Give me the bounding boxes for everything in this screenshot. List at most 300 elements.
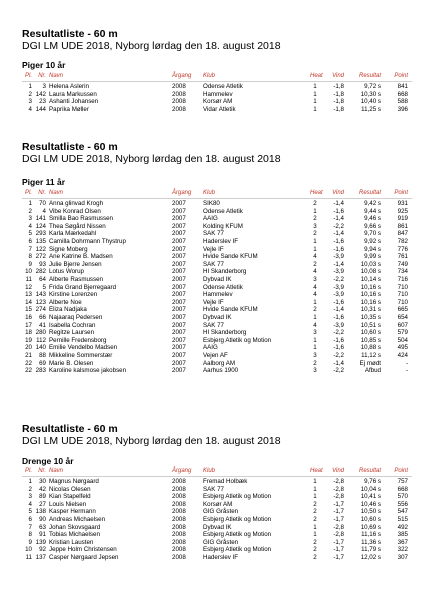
cell-wind: -1,7 — [333, 516, 344, 523]
cell-year: 2007 — [172, 352, 186, 359]
cell-heat: 2 — [313, 230, 317, 238]
section-subtitle: DGI LM UDE 2018, Nyborg lørdag den 18. august 2018 — [22, 435, 281, 447]
cell-number: 69 — [39, 359, 46, 367]
cell-result: 10,08 s — [360, 268, 381, 276]
cell-year: 2008 — [172, 105, 186, 113]
col-pl: Pl. — [24, 468, 32, 474]
col-resultat: Resultat — [358, 73, 381, 79]
cell-number: 144 — [35, 105, 46, 113]
cell-year: 2007 — [172, 245, 186, 253]
cell-club: Korsør AM — [203, 98, 233, 106]
cell-name: Anna glinvad Krogh — [49, 200, 104, 207]
cell-heat: 2 — [313, 554, 317, 561]
cell-points: 710 — [397, 283, 408, 291]
cell-club: Aalborg AM — [203, 359, 235, 367]
table-row — [22, 531, 412, 539]
cell-name: Andreas Michaelsen — [49, 516, 106, 523]
cell-number: 122 — [35, 245, 46, 253]
cell-club: Odense Atletik — [203, 207, 243, 215]
cell-year: 2008 — [172, 516, 186, 523]
cell-club: AAIG — [203, 215, 218, 223]
cell-placement: 13 — [25, 291, 32, 299]
column-header-row — [22, 190, 412, 198]
cell-result: 10,60 s — [360, 516, 381, 523]
cell-number: 282 — [35, 268, 46, 276]
cell-placement: 10 — [25, 268, 32, 276]
cell-points: - — [405, 367, 408, 375]
cell-wind: -1,4 — [333, 230, 344, 238]
cell-name: Marie B. Olesen — [49, 359, 94, 367]
cell-placement: 2 — [28, 90, 32, 98]
cell-year: 2007 — [172, 306, 186, 314]
cell-points: 757 — [397, 478, 408, 485]
cell-wind: -2,8 — [333, 493, 344, 501]
table-row — [22, 524, 412, 532]
col-point: Point — [394, 190, 408, 196]
cell-name: Alberte Rasmussen — [49, 276, 103, 283]
cell-year: 2008 — [172, 98, 186, 106]
cell-name: Karoline kalsmose jakobsen — [49, 367, 127, 375]
cell-club: SAK 77 — [203, 485, 224, 493]
cell-heat: 3 — [313, 329, 317, 337]
cell-club: Korsør AM — [203, 500, 233, 508]
cell-result: 10,16 s — [360, 283, 381, 291]
table-row — [22, 539, 412, 547]
cell-heat: 1 — [313, 478, 317, 485]
table-row — [22, 501, 412, 509]
cell-points: 919 — [397, 215, 408, 223]
cell-name: Johan Skovsgaard — [49, 523, 101, 531]
cell-result: Ej mødt — [359, 359, 381, 367]
table-row — [22, 83, 412, 91]
table-row — [22, 253, 412, 261]
cell-number: 89 — [39, 493, 46, 501]
column-header-row — [22, 73, 412, 81]
cell-wind: -1,8 — [333, 90, 344, 98]
cell-wind: -1,6 — [333, 314, 344, 321]
cell-number: 140 — [35, 344, 46, 352]
cell-result: 9,70 s — [364, 230, 381, 238]
cell-result: 10,41 s — [360, 493, 381, 501]
cell-placement: 15 — [25, 306, 32, 314]
cell-year: 2007 — [172, 367, 186, 375]
cell-name: Thea Søgård Nissen — [49, 222, 106, 230]
cell-year: 2008 — [172, 90, 186, 98]
col-nr: Nr. — [38, 468, 46, 474]
cell-year: 2008 — [172, 523, 186, 531]
cell-club: AAIG — [203, 344, 218, 352]
table-row — [22, 360, 412, 368]
cell-number: 92 — [39, 546, 46, 554]
cell-year: 2008 — [172, 546, 186, 554]
cell-year: 2007 — [172, 215, 186, 223]
cell-number: 90 — [39, 516, 46, 523]
cell-result: 10,51 s — [360, 321, 381, 329]
table-row — [22, 299, 412, 307]
cell-placement: 17 — [25, 321, 32, 329]
table-row — [22, 223, 412, 231]
cell-club: SAK 77 — [203, 321, 224, 329]
cell-year: 2007 — [172, 359, 186, 367]
cell-wind: -1,7 — [333, 500, 344, 508]
cell-year: 2008 — [172, 554, 186, 561]
cell-wind: -1,4 — [333, 200, 344, 207]
cell-points: 668 — [397, 485, 408, 493]
cell-club: Haderslev IF — [203, 238, 239, 245]
cell-points: 307 — [397, 554, 408, 561]
cell-placement: 1 — [28, 478, 32, 485]
cell-heat: 1 — [313, 493, 317, 501]
table-row — [22, 246, 412, 254]
cell-club: Esbjerg Atletik og Motion — [203, 493, 272, 501]
cell-name: Nicolas Olesen — [49, 485, 91, 493]
cell-club: Esbjerg Atletik og Motion — [203, 516, 272, 523]
table-row — [22, 344, 412, 352]
cell-wind: -1,4 — [333, 215, 344, 223]
cell-wind: -2,8 — [333, 531, 344, 539]
cell-club: Vejle IF — [203, 298, 224, 306]
cell-name: Pernille Fredensborg — [49, 336, 107, 344]
cell-points: 749 — [397, 260, 408, 268]
col-klub: Klub — [203, 190, 216, 196]
cell-result: 10,16 s — [360, 298, 381, 306]
table-row — [22, 554, 412, 562]
cell-heat: 2 — [313, 200, 317, 207]
cell-club: SIK80 — [203, 200, 220, 207]
table-row — [22, 314, 412, 322]
cell-points: 588 — [397, 98, 408, 106]
cell-placement: 21 — [25, 352, 32, 359]
cell-club: Esbjerg Atletik og Motion — [203, 336, 272, 344]
cell-points: 710 — [397, 291, 408, 299]
cell-placement: 6 — [28, 516, 32, 523]
cell-heat: 2 — [313, 306, 317, 314]
cell-number: 93 — [39, 260, 46, 268]
cell-wind: -1,4 — [333, 260, 344, 268]
cell-number: 41 — [39, 321, 46, 329]
cell-result: 11,36 s — [361, 538, 381, 546]
cell-heat: 4 — [313, 291, 317, 299]
col-argang: Årgang — [172, 73, 192, 79]
cell-year: 2007 — [172, 298, 186, 306]
cell-club: Dybvad IK — [203, 314, 232, 321]
cell-year: 2007 — [172, 238, 186, 245]
cell-heat: 3 — [313, 276, 317, 283]
cell-result: 9,66 s — [364, 222, 381, 230]
cell-wind: -2,2 — [333, 329, 344, 337]
col-navn: Navn — [49, 190, 64, 196]
cell-name: Regitze Laursen — [49, 329, 95, 337]
cell-heat: 2 — [313, 359, 317, 367]
table-row — [22, 478, 412, 486]
cell-number: 112 — [36, 336, 46, 344]
results-section-piger-10 — [22, 28, 412, 113]
cell-number: 64 — [39, 276, 46, 283]
cell-club: Odense Atletik — [203, 283, 243, 291]
cell-wind: -3,9 — [333, 283, 344, 291]
col-nr: Nr. — [38, 190, 46, 196]
col-vind: Vind — [332, 190, 344, 196]
cell-placement: 5 — [28, 508, 32, 516]
cell-club: Hammelev — [203, 90, 233, 98]
col-klub: Klub — [203, 468, 216, 474]
col-point: Point — [394, 468, 408, 474]
cell-name: Julie Bjerre Jensen — [49, 260, 102, 268]
cell-wind: -1,6 — [333, 245, 344, 253]
cell-wind: -1,7 — [333, 546, 344, 554]
cell-result: 10,60 s — [360, 329, 381, 337]
cell-number: 293 — [35, 230, 46, 238]
col-navn: Navn — [49, 73, 64, 79]
cell-placement: 4 — [28, 222, 32, 230]
cell-name: Helena Aslerin — [49, 83, 89, 90]
cell-placement: 20 — [25, 344, 32, 352]
cell-heat: 1 — [313, 98, 317, 106]
cell-result: 9,92 s — [364, 238, 381, 245]
cell-heat: 1 — [313, 336, 317, 344]
cell-placement: 14 — [25, 298, 32, 306]
cell-heat: 1 — [313, 90, 317, 98]
section-title: Resultatliste - 60 m — [22, 28, 118, 40]
cell-number: 138 — [35, 508, 46, 516]
cell-name: Kasper Hermann — [49, 508, 96, 516]
cell-number: 42 — [39, 485, 46, 493]
cell-year: 2008 — [172, 508, 186, 516]
cell-wind: -1,7 — [333, 538, 344, 546]
cell-club: Aarhus 1900 — [203, 367, 239, 375]
section-title: Resultatliste - 60 m — [22, 141, 118, 153]
table-row — [22, 367, 412, 375]
cell-placement: 2 — [28, 485, 32, 493]
table-row — [22, 215, 412, 223]
cell-result: 10,40 s — [360, 98, 381, 106]
table-row — [22, 322, 412, 330]
cell-number: 139 — [35, 538, 46, 546]
cell-points: 515 — [397, 516, 408, 523]
header-divider — [22, 476, 412, 477]
cell-points: 925 — [397, 207, 408, 215]
cell-number: 88 — [39, 352, 46, 359]
cell-year: 2007 — [172, 276, 186, 283]
group-heading: Drenge 10 år — [22, 456, 74, 466]
col-heat: Heat — [310, 468, 323, 474]
cell-placement: 1 — [28, 83, 32, 90]
cell-points: 847 — [397, 230, 408, 238]
col-vind: Vind — [332, 468, 344, 474]
cell-club: HI Skanderborg — [203, 329, 247, 337]
cell-heat: 1 — [313, 207, 317, 215]
cell-number: 91 — [39, 531, 46, 539]
header-divider — [22, 81, 412, 82]
cell-wind: -2,2 — [333, 276, 344, 283]
cell-number: 135 — [35, 238, 46, 245]
cell-points: 931 — [397, 200, 408, 207]
cell-name: Frida Grand Bjerregaard — [49, 283, 117, 291]
cell-wind: -2,8 — [333, 523, 344, 531]
cell-result: 10,88 s — [360, 344, 381, 352]
col-resultat: Resultat — [358, 190, 381, 196]
cell-number: 63 — [39, 523, 46, 531]
cell-club: GIG Gråsten — [203, 508, 239, 516]
cell-result: 9,44 s — [364, 207, 381, 215]
cell-club: GIG Gråsten — [203, 538, 239, 546]
cell-points: 424 — [397, 352, 408, 359]
cell-result: 10,04 s — [360, 485, 381, 493]
cell-placement: 16 — [25, 314, 32, 321]
cell-points: 716 — [397, 276, 408, 283]
table-row — [22, 238, 412, 246]
cell-number: 280 — [35, 329, 46, 337]
cell-club: Fremad Holbæk — [203, 478, 248, 485]
cell-club: Vidar Atletik — [203, 105, 236, 113]
table-row — [22, 200, 412, 208]
cell-wind: -1,6 — [333, 336, 344, 344]
table-row — [22, 516, 412, 524]
cell-club: HI Skanderborg — [203, 268, 247, 276]
cell-result: 9,42 s — [364, 200, 381, 207]
cell-name: Kian Stapelfeld — [49, 493, 91, 501]
table-row — [22, 486, 412, 494]
cell-wind: -2,2 — [333, 222, 344, 230]
cell-name: Paprika Møller — [49, 105, 89, 113]
cell-wind: -1,6 — [333, 344, 344, 352]
col-pl: Pl. — [24, 73, 32, 79]
cell-wind: -2,2 — [333, 352, 344, 359]
cell-placement: 18 — [25, 329, 32, 337]
cell-heat: 4 — [313, 253, 317, 261]
cell-number: 27 — [39, 500, 46, 508]
cell-year: 2007 — [172, 344, 186, 352]
cell-points: 607 — [397, 321, 408, 329]
cell-club: SAK 77 — [203, 260, 224, 268]
cell-year: 2007 — [172, 291, 186, 299]
cell-placement: 7 — [28, 523, 32, 531]
cell-number: 141 — [35, 215, 46, 223]
cell-points: 665 — [397, 306, 408, 314]
col-navn: Navn — [49, 468, 64, 474]
cell-club: Haderslev IF — [203, 554, 239, 561]
results-section-drenge-10 — [22, 423, 412, 561]
cell-wind: -2,8 — [333, 485, 344, 493]
cell-year: 2007 — [172, 314, 186, 321]
cell-placement: 9 — [28, 260, 32, 268]
cell-year: 2007 — [172, 200, 186, 207]
cell-placement: 11 — [25, 276, 32, 283]
cell-year: 2007 — [172, 253, 186, 261]
cell-name: Karla Mærkedahl — [49, 230, 97, 238]
cell-name: Magnus Nørgaard — [49, 478, 99, 485]
cell-placement: 19 — [25, 336, 32, 344]
cell-club: Dybvad IK — [203, 276, 232, 283]
col-resultat: Resultat — [358, 468, 381, 474]
cell-name: Eliza Nadjaka — [49, 306, 87, 314]
cell-wind: -3,9 — [333, 291, 344, 299]
cell-placement: 7 — [28, 245, 32, 253]
cell-heat: 2 — [313, 260, 317, 268]
cell-wind: -1,6 — [333, 207, 344, 215]
col-nr: Nr. — [38, 73, 46, 79]
cell-name: Louis Nielsen — [49, 500, 87, 508]
cell-year: 2008 — [172, 538, 186, 546]
cell-heat: 3 — [313, 367, 317, 375]
cell-heat: 1 — [313, 238, 317, 245]
cell-points: - — [405, 359, 408, 367]
cell-heat: 1 — [313, 83, 317, 90]
cell-number: 274 — [35, 306, 46, 314]
cell-points: 385 — [397, 531, 408, 539]
cell-name: Ane Katrine B. Madsen — [49, 253, 113, 261]
cell-number: 137 — [35, 554, 46, 561]
cell-name: Ashanti Johansen — [49, 98, 99, 106]
header-divider — [22, 198, 412, 199]
cell-result: 10,03 s — [360, 260, 381, 268]
cell-heat: 1 — [313, 298, 317, 306]
cell-heat: 4 — [313, 283, 317, 291]
cell-heat: 2 — [313, 215, 317, 223]
cell-placement: 6 — [28, 238, 32, 245]
col-heat: Heat — [310, 190, 323, 196]
cell-club: Vejen AF — [203, 352, 228, 359]
cell-result: 10,85 s — [360, 336, 381, 344]
cell-club: Hvide Sande KFUM — [203, 306, 258, 314]
cell-club: Hvide Sande KFUM — [203, 253, 258, 261]
cell-wind: -2,2 — [333, 367, 344, 375]
cell-wind: -2,8 — [333, 478, 344, 485]
cell-club: Dybvad IK — [203, 523, 232, 531]
cell-placement: 22 — [25, 359, 32, 367]
cell-placement: 3 — [28, 215, 32, 223]
cell-name: Kristian Lausten — [49, 538, 94, 546]
cell-points: 322 — [397, 546, 408, 554]
table-row — [22, 261, 412, 269]
cell-heat: 2 — [313, 546, 317, 554]
section-title: Resultatliste - 60 m — [22, 423, 118, 435]
table-row — [22, 291, 412, 299]
cell-points: 556 — [397, 500, 408, 508]
table-row — [22, 546, 412, 554]
cell-placement: 12 — [25, 283, 32, 291]
cell-result: 12,02 s — [360, 554, 381, 561]
cell-club: Kolding KFUM — [203, 222, 243, 230]
cell-number: 30 — [39, 478, 46, 485]
cell-year: 2007 — [172, 329, 186, 337]
cell-heat: 1 — [313, 531, 317, 539]
cell-name: Vibe Konrad Olsen — [49, 207, 101, 215]
cell-result: 10,35 s — [360, 314, 381, 321]
cell-placement: 5 — [28, 230, 32, 238]
cell-points: 734 — [397, 268, 408, 276]
cell-heat: 1 — [313, 314, 317, 321]
table-row — [22, 276, 412, 284]
cell-number: 123 — [35, 298, 46, 306]
cell-wind: -1,7 — [333, 508, 344, 516]
table-row — [22, 493, 412, 501]
cell-wind: -1,8 — [333, 98, 344, 106]
cell-number: 66 — [39, 314, 46, 321]
cell-result: 9,94 s — [364, 245, 381, 253]
cell-result: 11,25 s — [361, 105, 381, 113]
cell-year: 2008 — [172, 485, 186, 493]
cell-points: 495 — [397, 344, 408, 352]
cell-points: 841 — [397, 83, 408, 90]
table-row — [22, 230, 412, 238]
cell-result: 10,16 s — [360, 291, 381, 299]
cell-heat: 1 — [313, 245, 317, 253]
cell-points: 504 — [397, 336, 408, 344]
cell-year: 2007 — [172, 336, 186, 344]
cell-placement: 9 — [28, 538, 32, 546]
cell-heat: 3 — [313, 352, 317, 359]
